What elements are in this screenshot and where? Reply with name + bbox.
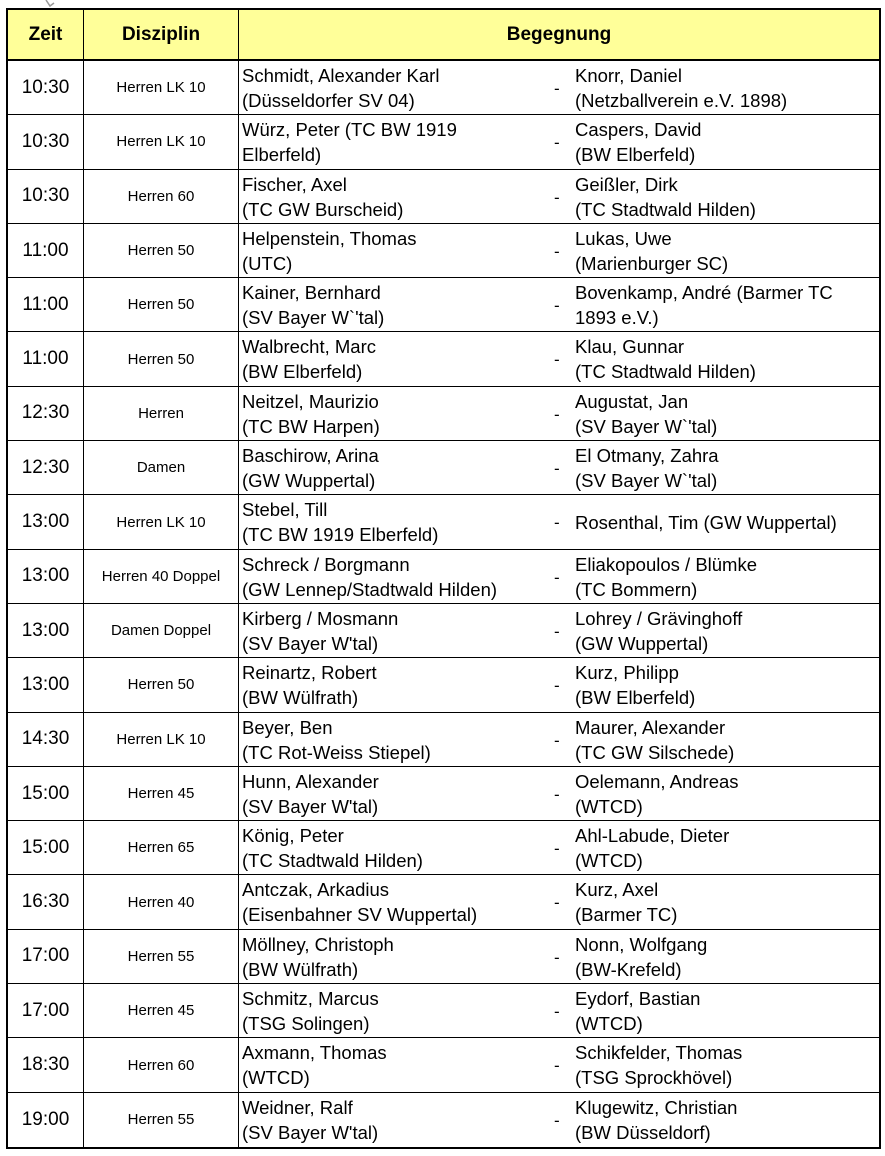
player-two-line: Geißler, Dirk — [575, 173, 678, 195]
player-two-line: (TC Bommern) — [575, 578, 698, 600]
versus-separator: - — [554, 893, 560, 913]
player-one-line: (TSG Solingen) — [242, 1013, 370, 1035]
discipline-cell: Herren 45 — [84, 984, 239, 1038]
time-cell: 16:30 — [8, 875, 84, 929]
player-two-line: (GW Wuppertal) — [575, 632, 709, 654]
player-two-line: (Barmer TC) — [575, 904, 678, 926]
versus-separator: - — [554, 730, 560, 750]
player-one-line: (BW Wülfrath) — [242, 687, 359, 709]
versus-separator: - — [554, 676, 560, 696]
player-two-line: Lukas, Uwe — [575, 227, 672, 249]
player-two — [575, 63, 879, 113]
player-two-line: Klugewitz, Christian — [575, 1096, 738, 1118]
versus-separator: - — [554, 241, 560, 261]
time-cell: 19:00 — [8, 1093, 84, 1147]
match-cell — [239, 875, 879, 929]
player-one — [242, 932, 552, 982]
player-two-line: (WTCD) — [575, 1013, 643, 1035]
player-two-line: Nonn, Wolfgang — [575, 933, 708, 955]
player-one-line: Möllney, Christoph — [242, 933, 394, 955]
player-one-line: (TC Stadtwald Hilden) — [242, 850, 423, 872]
player-two-line: (SV Bayer W`'tal) — [575, 470, 718, 492]
time-cell: 10:30 — [8, 61, 84, 115]
time-cell: 10:30 — [8, 115, 84, 169]
player-two-line: Kurz, Philipp — [575, 662, 679, 684]
time-cell: 13:00 — [8, 658, 84, 712]
player-one-line: Kirberg / Mosmann — [242, 607, 399, 629]
player-one-line: (TC GW Burscheid) — [242, 198, 404, 220]
time-cell: 18:30 — [8, 1038, 84, 1092]
discipline-cell: Herren LK 10 — [84, 495, 239, 549]
match-cell — [239, 278, 879, 332]
player-two-line: Knorr, Daniel — [575, 65, 682, 86]
player-two — [575, 117, 879, 167]
player-two — [575, 877, 879, 927]
player-one-line: Elberfeld) — [242, 144, 322, 166]
player-two-line: Caspers, David — [575, 119, 702, 141]
discipline-cell: Herren 45 — [84, 767, 239, 821]
player-two — [575, 1040, 879, 1090]
player-two-line: (WTCD) — [575, 795, 643, 817]
player-one-line: Helpenstein, Thomas — [242, 227, 417, 249]
player-two — [575, 823, 879, 873]
player-two-line: 1893 e.V.) — [575, 307, 659, 329]
player-one-line: Reinartz, Robert — [242, 662, 377, 684]
discipline-cell: Damen Doppel — [84, 604, 239, 658]
time-cell: 13:00 — [8, 604, 84, 658]
player-one-line: (BW Elberfeld) — [242, 361, 363, 383]
player-two-line: Maurer, Alexander — [575, 716, 726, 738]
versus-separator: - — [554, 1110, 560, 1130]
player-one-line: (SV Bayer W'tal) — [242, 632, 379, 654]
versus-separator: - — [554, 784, 560, 804]
time-cell: 15:00 — [8, 821, 84, 875]
player-two-line: Eliakopoulos / Blümke — [575, 553, 758, 575]
time-cell: 11:00 — [8, 224, 84, 278]
player-two — [575, 715, 879, 765]
player-one-line: (GW Wuppertal) — [242, 470, 376, 492]
time-cell: 15:00 — [8, 767, 84, 821]
discipline-cell: Herren 50 — [84, 658, 239, 712]
player-one — [242, 877, 552, 927]
player-one-line: Antczak, Arkadius — [242, 879, 390, 901]
match-cell — [239, 767, 879, 821]
discipline-cell: Herren — [84, 387, 239, 441]
player-two-line: (TSG Sprockhövel) — [575, 1067, 733, 1089]
match-cell — [239, 821, 879, 875]
time-cell: 17:00 — [8, 984, 84, 1038]
player-two — [575, 389, 879, 439]
player-two — [575, 932, 879, 982]
player-one — [242, 552, 552, 602]
versus-separator: - — [554, 1002, 560, 1022]
player-two-line: Bovenkamp, André (Barmer TC — [575, 282, 833, 304]
player-one-line: (GW Lennep/Stadtwald Hilden) — [242, 578, 498, 600]
versus-separator: - — [554, 621, 560, 641]
player-two — [575, 172, 879, 222]
player-one-line: (TC BW Harpen) — [242, 415, 380, 437]
player-one-line: König, Peter — [242, 825, 344, 847]
player-two-line: El Otmany, Zahra — [575, 445, 719, 467]
match-cell — [239, 550, 879, 604]
player-two — [575, 660, 879, 710]
player-one — [242, 715, 552, 765]
player-one — [242, 117, 552, 167]
match-cell — [239, 115, 879, 169]
player-one-line: Kainer, Bernhard — [242, 282, 381, 304]
player-two-line: Ahl-Labude, Dieter — [575, 825, 730, 847]
player-one — [242, 1040, 552, 1090]
player-two — [575, 334, 879, 384]
versus-separator: - — [554, 187, 560, 207]
player-two — [575, 443, 879, 493]
discipline-cell: Herren 65 — [84, 821, 239, 875]
discipline-cell: Herren LK 10 — [84, 61, 239, 115]
player-two-line: (Marienburger SC) — [575, 252, 729, 274]
time-cell: 12:30 — [8, 441, 84, 495]
player-one-line: Schmitz, Marcus — [242, 988, 379, 1010]
header-disziplin: Disziplin — [84, 10, 239, 61]
match-cell — [239, 1038, 879, 1092]
versus-separator: - — [554, 947, 560, 967]
player-two-line: Eydorf, Bastian — [575, 988, 701, 1010]
player-one — [242, 226, 552, 276]
match-cell — [239, 658, 879, 712]
player-two-line: Klau, Gunnar — [575, 336, 685, 358]
player-two-line: Kurz, Axel — [575, 879, 659, 901]
player-two-line: Oelemann, Andreas — [575, 770, 739, 792]
player-one-line: Neitzel, Maurizio — [242, 390, 379, 412]
player-two-line: Schikfelder, Thomas — [575, 1042, 743, 1064]
player-one — [242, 660, 552, 710]
player-one — [242, 63, 552, 113]
versus-separator: - — [554, 1056, 560, 1076]
player-two-line: (BW Elberfeld) — [575, 144, 696, 166]
player-one — [242, 606, 552, 656]
player-one-line: Stebel, Till — [242, 499, 328, 521]
player-two-line: (TC GW Silschede) — [575, 741, 735, 763]
player-one-line: (UTC) — [242, 252, 293, 274]
player-one-line: Würz, Peter (TC BW 1919 — [242, 119, 457, 141]
discipline-cell: Herren 50 — [84, 224, 239, 278]
time-cell: 14:30 — [8, 713, 84, 767]
player-one — [242, 823, 552, 873]
player-one — [242, 443, 552, 493]
discipline-cell: Herren 40 Doppel — [84, 550, 239, 604]
player-one-line: (TC BW 1919 Elberfeld) — [242, 524, 439, 546]
player-two-line: Lohrey / Grävinghoff — [575, 607, 743, 629]
player-one-line: (BW Wülfrath) — [242, 958, 359, 980]
versus-separator: - — [554, 79, 560, 98]
player-one — [242, 986, 552, 1036]
match-cell — [239, 495, 879, 549]
player-two-line: (WTCD) — [575, 850, 643, 872]
versus-separator: - — [554, 350, 560, 370]
versus-separator: - — [554, 839, 560, 859]
time-cell: 12:30 — [8, 387, 84, 441]
player-two — [575, 226, 879, 276]
match-cell — [239, 61, 879, 115]
versus-separator: - — [554, 133, 560, 153]
match-cell — [239, 387, 879, 441]
player-one-line: Fischer, Axel — [242, 173, 347, 195]
match-cell — [239, 332, 879, 386]
match-cell — [239, 984, 879, 1038]
player-two-line: (Netzballverein e.V. 1898) — [575, 90, 788, 111]
discipline-cell: Damen — [84, 441, 239, 495]
versus-separator: - — [554, 296, 560, 316]
player-two — [575, 606, 879, 656]
player-two — [575, 280, 879, 330]
player-two — [575, 986, 879, 1036]
time-cell: 13:00 — [8, 550, 84, 604]
match-cell — [239, 170, 879, 224]
player-one-line: Weidner, Ralf — [242, 1096, 353, 1118]
time-cell: 13:00 — [8, 495, 84, 549]
match-cell — [239, 713, 879, 767]
player-one — [242, 389, 552, 439]
player-two-line: (SV Bayer W`'tal) — [575, 415, 718, 437]
player-two — [575, 769, 879, 819]
player-one-line: Hunn, Alexander — [242, 770, 379, 792]
versus-separator: - — [554, 567, 560, 587]
player-two-line: Rosenthal, Tim (GW Wuppertal) — [575, 512, 837, 534]
player-two-line: Augustat, Jan — [575, 390, 689, 412]
player-one — [242, 1095, 552, 1145]
discipline-cell: Herren 60 — [84, 170, 239, 224]
player-one — [242, 334, 552, 384]
discipline-cell: Herren 60 — [84, 1038, 239, 1092]
player-two-line: (BW Düsseldorf) — [575, 1121, 711, 1143]
player-two-line: (TC Stadtwald Hilden) — [575, 361, 756, 383]
player-two-line: (BW-Krefeld) — [575, 958, 682, 980]
discipline-cell: Herren 55 — [84, 930, 239, 984]
time-cell: 10:30 — [8, 170, 84, 224]
player-two-line: (BW Elberfeld) — [575, 687, 696, 709]
player-one — [242, 172, 552, 222]
player-one-line: Beyer, Ben — [242, 716, 333, 738]
discipline-cell: Herren 55 — [84, 1093, 239, 1147]
player-one-line: (Düsseldorfer SV 04) — [242, 90, 415, 111]
player-one-line: (SV Bayer W'tal) — [242, 795, 379, 817]
time-cell: 11:00 — [8, 278, 84, 332]
player-two — [575, 552, 879, 602]
player-one-line: (TC Rot-Weiss Stiepel) — [242, 741, 431, 763]
header-begegnung: Begegnung — [239, 10, 879, 61]
versus-separator: - — [554, 459, 560, 479]
player-one-line: Baschirow, Arina — [242, 445, 379, 467]
match-cell — [239, 1093, 879, 1147]
discipline-cell: Herren 50 — [84, 332, 239, 386]
player-two — [575, 510, 879, 535]
discipline-cell: Herren LK 10 — [84, 713, 239, 767]
player-one-line: (Eisenbahner SV Wuppertal) — [242, 904, 478, 926]
time-cell: 11:00 — [8, 332, 84, 386]
player-one-line: (SV Bayer W`'tal) — [242, 307, 385, 329]
schedule-table — [6, 8, 881, 1149]
player-one — [242, 280, 552, 330]
player-one — [242, 769, 552, 819]
player-two-line: (TC Stadtwald Hilden) — [575, 198, 756, 220]
player-one-line: Axmann, Thomas — [242, 1042, 387, 1064]
player-one — [242, 497, 552, 547]
player-one-line: (WTCD) — [242, 1067, 310, 1089]
player-one-line: Schreck / Borgmann — [242, 553, 410, 575]
match-cell — [239, 930, 879, 984]
discipline-cell: Herren 50 — [84, 278, 239, 332]
header-zeit: Zeit — [8, 10, 84, 61]
discipline-cell: Herren LK 10 — [84, 115, 239, 169]
match-cell — [239, 441, 879, 495]
versus-separator: - — [554, 404, 560, 424]
player-one-line: Schmidt, Alexander Karl — [242, 65, 440, 86]
time-cell: 17:00 — [8, 930, 84, 984]
corner-mark-icon — [44, 0, 60, 8]
versus-separator: - — [554, 513, 560, 533]
match-cell — [239, 224, 879, 278]
match-cell — [239, 604, 879, 658]
discipline-cell: Herren 40 — [84, 875, 239, 929]
player-one-line: Walbrecht, Marc — [242, 336, 376, 358]
player-two — [575, 1095, 879, 1145]
player-one-line: (SV Bayer W'tal) — [242, 1121, 379, 1143]
